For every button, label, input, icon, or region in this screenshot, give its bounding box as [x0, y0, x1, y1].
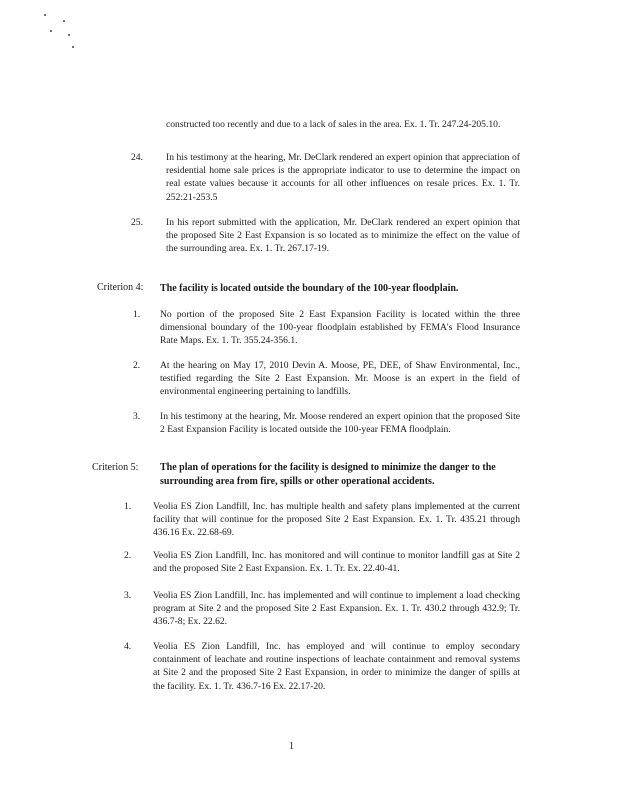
- paragraph-number: 2.: [133, 360, 141, 371]
- paragraph-text: Veolia ES Zion Landfill, Inc. has monitored and will continue to monitor landfill gas at Site 2 and the proposed Site 2 East Expansion. Ex. 1. Tr. Ex. 22.40-41.: [153, 550, 520, 575]
- paragraph-number: 25.: [131, 217, 143, 228]
- scan-speck: [68, 34, 70, 36]
- paragraph-text: Veolia ES Zion Landfill, Inc. has implemented and will continue to implement a load checking program at Site 2 and the proposed Site 2 East Expansion. Ex. 1. Tr. 430.2 through 432.9; Tr. 436.7-8; Ex. 22.62.: [153, 590, 520, 628]
- paragraph-text: In his report submitted with the application, Mr. DeClark rendered an expert opinion that the proposed Site 2 East Expansion is so located as to minimize the effect on the value of the surrounding area. Ex. 1. Tr. 267.17-19.: [166, 217, 520, 255]
- paragraph-number: 4.: [124, 641, 132, 652]
- paragraph-number: 2.: [124, 550, 132, 561]
- criterion-heading: The plan of operations for the facility is designed to minimize the danger to the surrounding area from fire, spills or other operational accidents.: [160, 462, 496, 487]
- scan-speck: [63, 20, 65, 22]
- criterion-label: Criterion 4:: [97, 282, 144, 293]
- paragraph-text: No portion of the proposed Site 2 East Expansion Facility is located within the three dimensional boundary of the 100-year floodplain established by FEMA's Flood Insurance Rate Maps. Ex. 1. Tr. 355.24-356.1.: [160, 309, 520, 347]
- scan-speck: [50, 30, 52, 32]
- paragraph-number: 24.: [131, 152, 143, 163]
- paragraph-text: Veolia ES Zion Landfill, Inc. has multiple health and safety plans implemented at the current facility that will continue for the proposed Site 2 East Expansion. Ex. 1. Tr. 435.21 through 436.16 Ex. 22.68-69.: [153, 501, 520, 539]
- paragraph-text: In his testimony at the hearing, Mr. DeClark rendered an expert opinion that appreciation of residential home sale prices is the appropriate indicator to use to determine the impact on real estate values because it accounts for all other influences on resale prices. Ex. 1. Tr. 252:21-253.5: [166, 152, 520, 203]
- paragraph-text: In his testimony at the hearing, Mr. Moose rendered an expert opinion that the proposed Site 2 East Expansion Facility is located outside the 100-year FEMA floodplain.: [160, 411, 520, 436]
- paragraph-number: 3.: [133, 411, 141, 422]
- paragraph-text: At the hearing on May 17, 2010 Devin A. Moose, PE, DEE, of Shaw Environmental, Inc., testified regarding the Site 2 East Expansion. Mr. Moose is an expert in the field of environmental engineering pertaining to landfills.: [160, 360, 520, 398]
- scan-speck: [72, 46, 74, 48]
- continuation-text: constructed too recently and due to a lack of sales in the area. Ex. 1. Tr. 247.24-205.10.: [166, 119, 501, 130]
- criterion-label: Criterion 5:: [92, 462, 139, 473]
- paragraph-text: Veolia ES Zion Landfill, Inc. has employed and will continue to employ secondary containment of leachate and routine inspections of leachate containment and removal systems at Site 2 and the proposed Site 2 East Expansion, in order to minimize the danger of spills at the facility. Ex. 1. Tr. 436.7-16 Ex. 22.17-20.: [153, 641, 520, 692]
- page-number: 1: [289, 741, 294, 752]
- paragraph-number: 1.: [124, 501, 132, 512]
- paragraph-number: 1.: [133, 309, 141, 320]
- criterion-heading: The facility is located outside the boundary of the 100-year floodplain.: [160, 283, 459, 294]
- scan-speck: [44, 14, 46, 16]
- paragraph-number: 3.: [124, 590, 132, 601]
